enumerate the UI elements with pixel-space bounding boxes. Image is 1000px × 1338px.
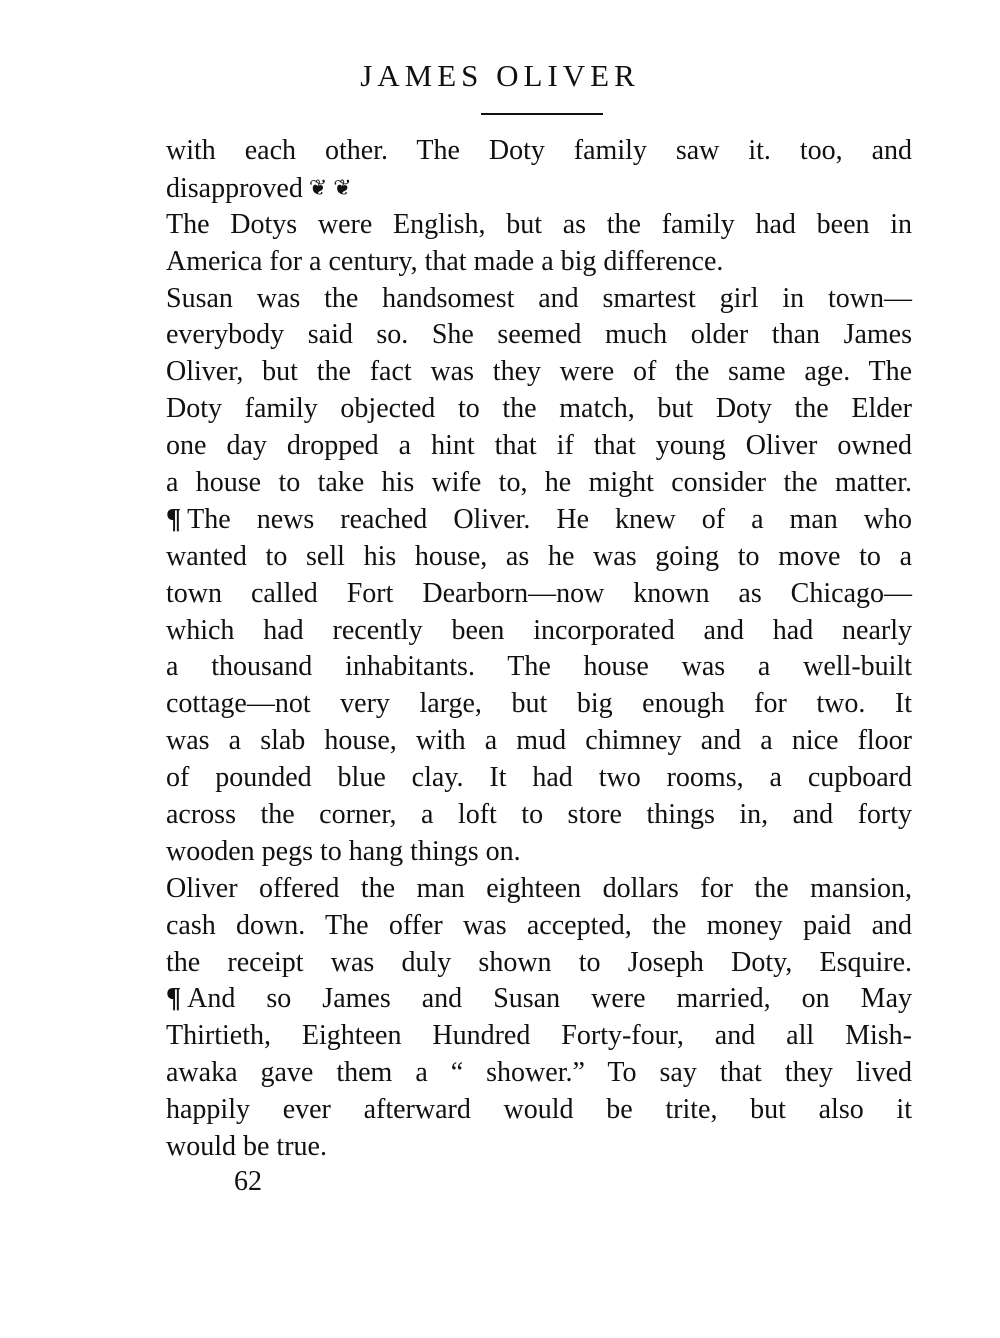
- text-line: [166, 760, 912, 797]
- line-text: one day dropped a hint that if that young Oliver owned: [166, 430, 912, 462]
- line-text: America for a century, that made a big difference.: [166, 245, 724, 277]
- text-line: [166, 391, 912, 428]
- text-line: [166, 1018, 912, 1055]
- text-line: [166, 576, 912, 613]
- line-text: Doty family objected to the match, but Doty the Elder: [166, 393, 912, 425]
- text-line: [166, 539, 912, 576]
- text-line: [166, 834, 912, 871]
- line-text: was a slab house, with a mud chimney and a nice floor: [166, 725, 912, 757]
- fleuron-ornament: ❦: [333, 174, 352, 200]
- text-line: [166, 428, 912, 465]
- text-line: [166, 133, 912, 170]
- line-text: town called Fort Dearborn—now known as Chicago—: [166, 577, 912, 609]
- text-line: [166, 1129, 912, 1166]
- line-text: wooden pegs to hang things on.: [166, 835, 521, 867]
- line-text: Thirtieth, Eighteen Hundred Forty-four, and all Mish-: [166, 1020, 912, 1052]
- text-line: [166, 244, 912, 281]
- line-text: The Dotys were English, but as the family had been in: [166, 208, 912, 240]
- line-text: of pounded blue clay. It had two rooms, a cupboard: [166, 762, 912, 794]
- text-line: [166, 686, 912, 723]
- text-line: [166, 207, 912, 244]
- line-text: cash down. The offer was accepted, the money paid and: [166, 909, 912, 941]
- running-head: JAMES OLIVER: [360, 58, 640, 93]
- text-line: [166, 908, 912, 945]
- page-number: 62: [234, 1166, 262, 1197]
- text-line: [166, 354, 912, 391]
- line-text: wanted to sell his house, as he was going to move to a: [166, 540, 912, 572]
- line-text: with each other. The Doty family saw it. too, and: [166, 135, 912, 166]
- line-text: happily ever afterward would be trite, but also it: [166, 1094, 912, 1126]
- text-line: [166, 945, 912, 982]
- body-text: [166, 133, 912, 1166]
- line-text: a thousand inhabitants. The house was a well-built: [166, 651, 912, 683]
- text-line: [166, 981, 912, 1018]
- line-text: would be true.: [166, 1131, 327, 1163]
- text-line: [166, 613, 912, 650]
- text-line: [166, 502, 912, 539]
- text-line: [166, 465, 912, 502]
- text-line: [166, 723, 912, 760]
- line-text: Oliver, but the fact was they were of the same age. The: [166, 356, 912, 388]
- running-head-rule: [481, 113, 603, 115]
- fleuron-ornament: ❦: [308, 174, 328, 200]
- text-line: [166, 281, 912, 318]
- line-text: a house to take his wife to, he might consider the matter.: [166, 467, 912, 499]
- pilcrow-mark: ¶: [166, 983, 182, 1015]
- text-line: [166, 797, 912, 834]
- line-text: the receipt was duly shown to Joseph Doty, Esquire.: [166, 946, 912, 978]
- text-line: [166, 649, 912, 686]
- line-text: Susan was the handsomest and smartest girl in town—: [166, 282, 912, 314]
- line-text: Oliver offered the man eighteen dollars for the mansion,: [166, 872, 912, 904]
- line-text: which had recently been incorporated and had nearly: [166, 614, 912, 646]
- text-line: [166, 170, 912, 207]
- line-text: And so James and Susan were married, on May: [187, 983, 912, 1015]
- line-text: The news reached Oliver. He knew of a man who: [187, 503, 912, 535]
- line-text: cottage—not very large, but big enough for two. It: [166, 688, 912, 720]
- line-text: awaka gave them a “ shower.” To say that they lived: [166, 1057, 912, 1089]
- line-text: disapproved: [166, 172, 303, 204]
- line-text: everybody said so. She seemed much older than James: [166, 319, 912, 351]
- text-line: [166, 317, 912, 354]
- pilcrow-mark: ¶: [166, 503, 182, 535]
- text-line: [166, 871, 912, 908]
- text-line: [166, 1092, 912, 1129]
- text-line: [166, 1055, 912, 1092]
- line-text: across the corner, a loft to store things in, and forty: [166, 799, 912, 831]
